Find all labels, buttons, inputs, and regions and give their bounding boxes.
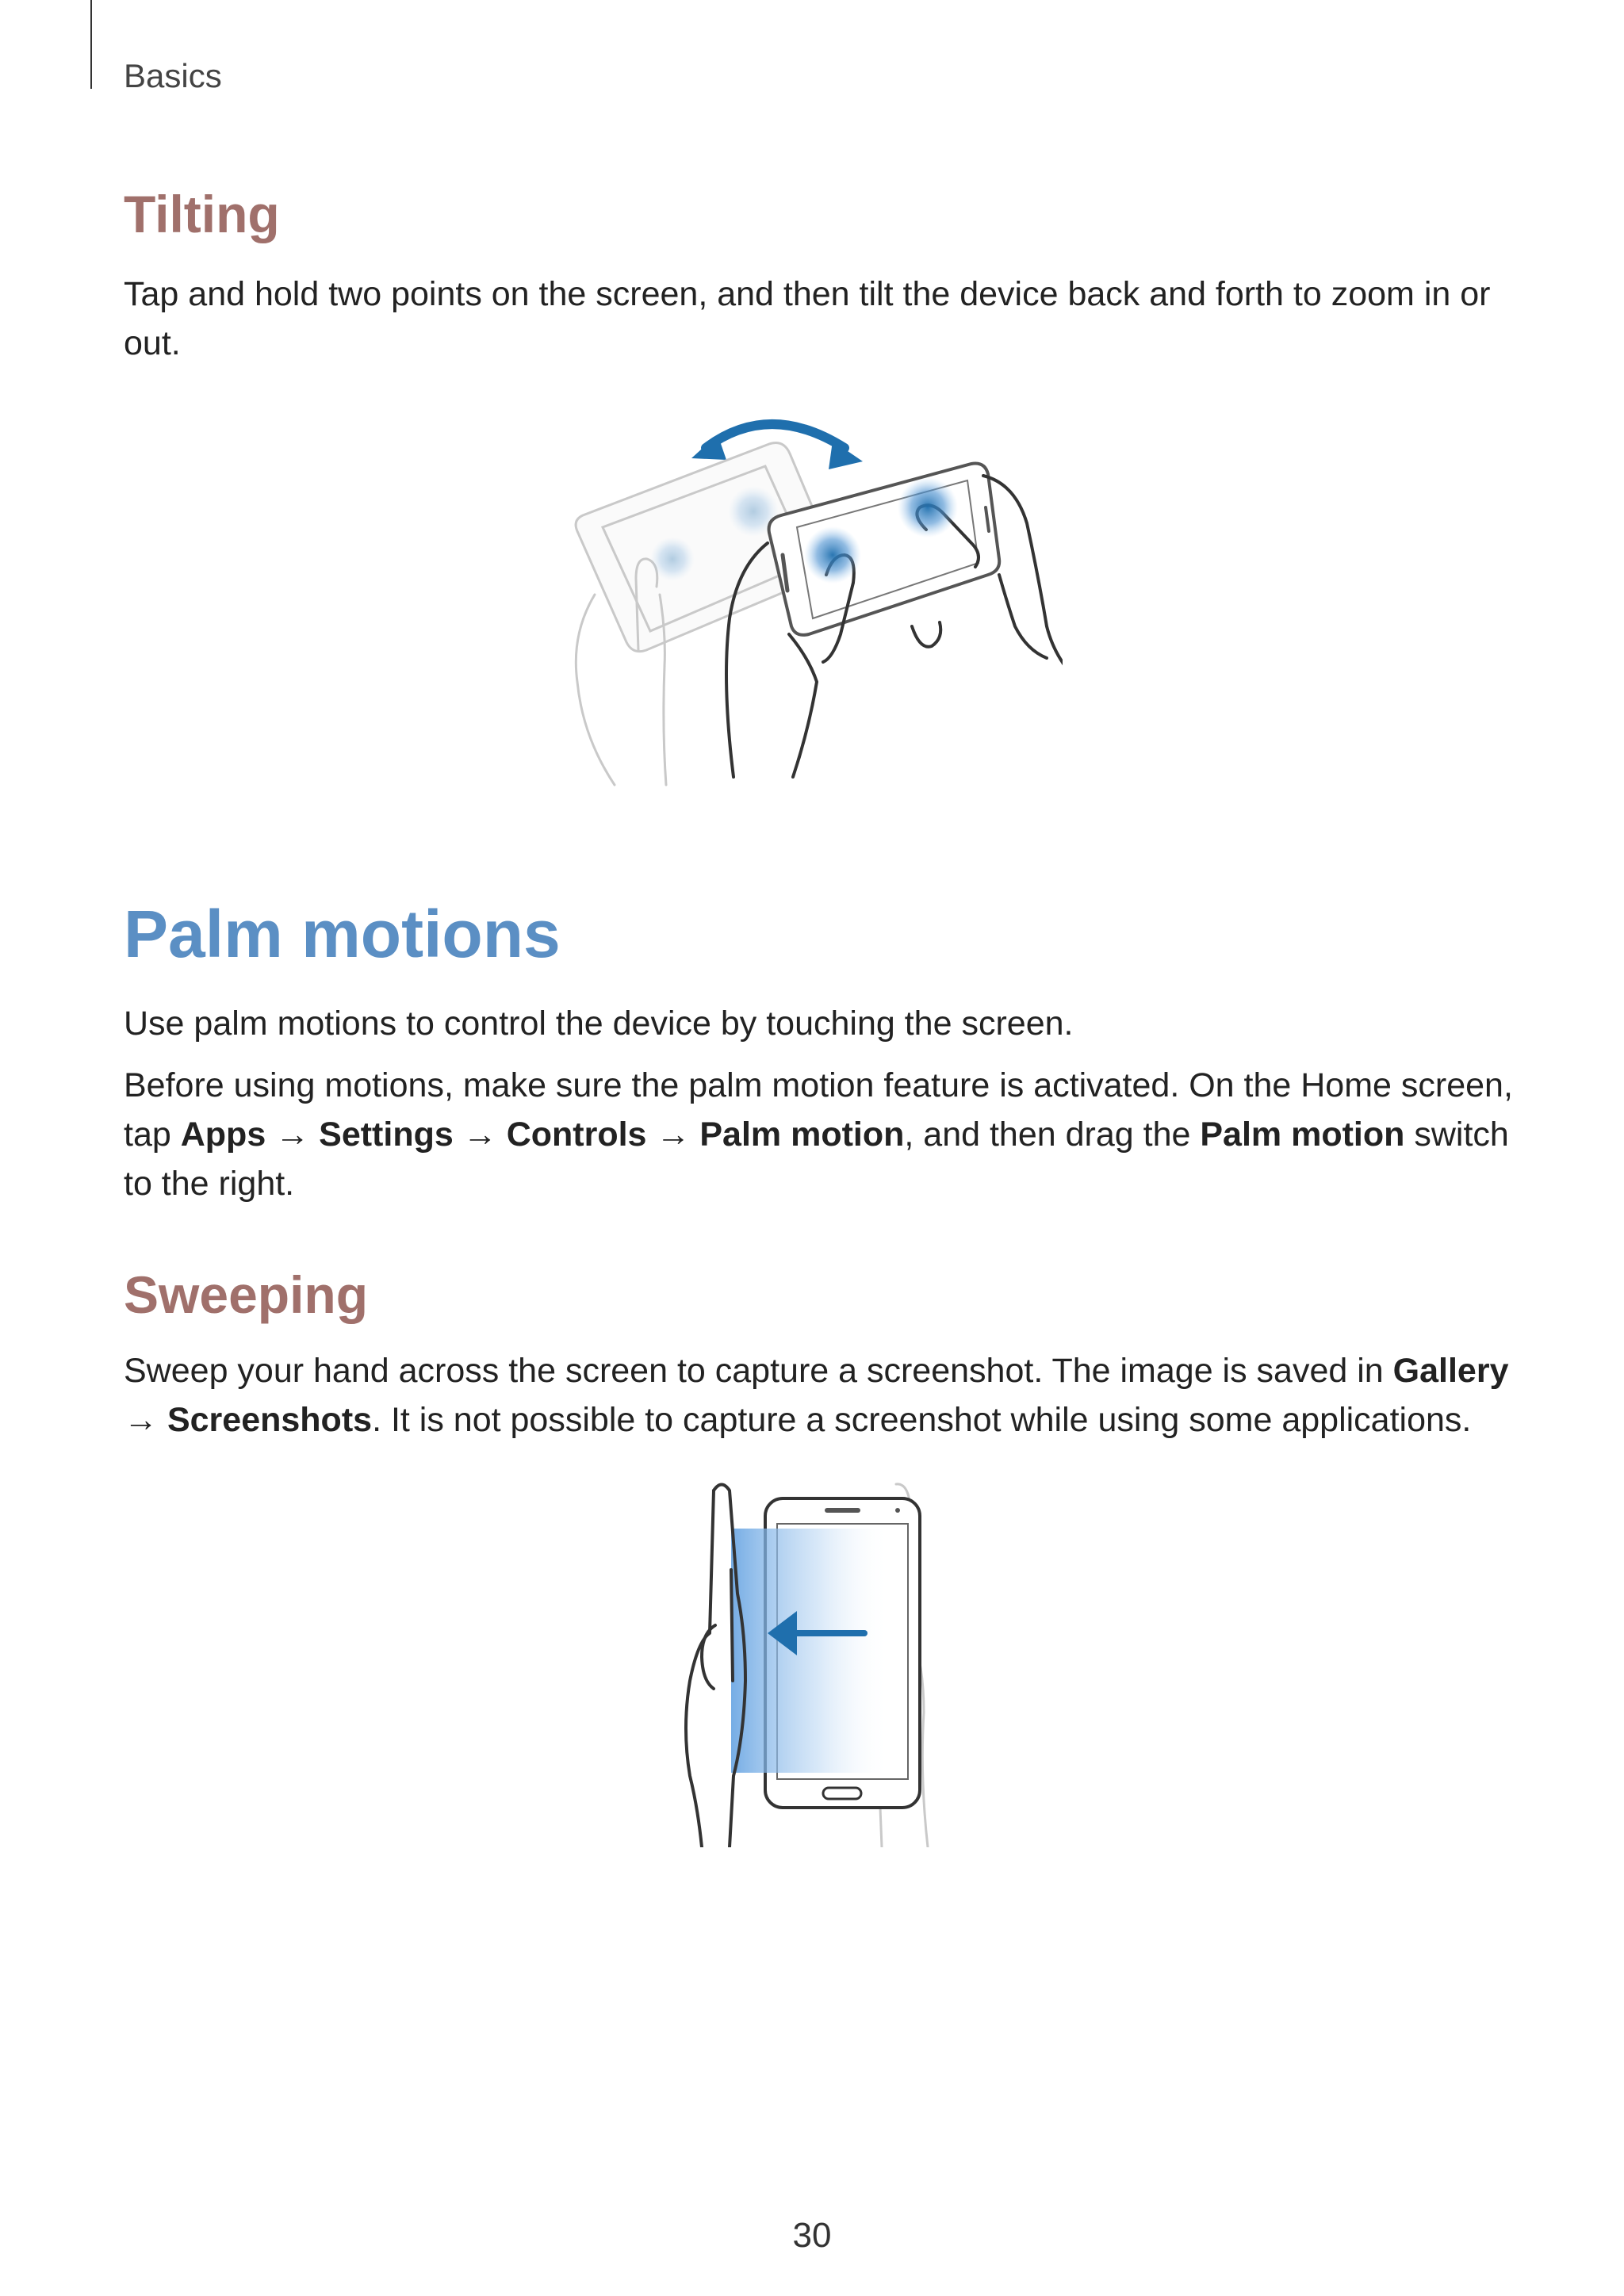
page-number: 30: [792, 2216, 832, 2255]
palm-motion-switch-label: Palm motion: [1200, 1115, 1405, 1154]
header-rule: [90, 0, 92, 89]
section-label: Basics: [124, 57, 222, 94]
sweeping-illustration: [666, 1475, 967, 1847]
settings-label: Settings: [319, 1115, 454, 1154]
apps-label: Apps: [180, 1115, 266, 1154]
palm-motions-instructions: Before using motions, make sure the palm motion feature is activated. On the Home screen, tap Apps → Settings → Controls → Palm motion, and then drag the Palm motion switch to the right.: [124, 1066, 1513, 1203]
palm-motion-label: Palm motion: [699, 1115, 905, 1154]
sweeping-heading: Sweeping: [124, 1265, 369, 1324]
touch-point-right: [898, 477, 958, 538]
palm-motions-heading: Palm motions: [124, 897, 561, 971]
sweep-highlight: [731, 1529, 890, 1773]
faded-touch-point: [650, 537, 695, 581]
touch-point-left: [804, 526, 861, 584]
screenshots-label: Screenshots: [167, 1401, 373, 1439]
sweeping-description: Sweep your hand across the screen to capture a screenshot. The image is saved in Gallery → Screenshots. It is not possible to capture a screenshot while using some applications.: [124, 1352, 1509, 1439]
tilting-illustration: [571, 396, 1063, 793]
tilting-heading: Tilting: [124, 185, 280, 243]
gallery-label: Gallery: [1392, 1352, 1509, 1390]
tilting-description: Tap and hold two points on the screen, and then tilt the device back and forth to zoom in or out.: [124, 275, 1491, 362]
palm-motions-intro: Use palm motions to control the device by touching the screen.: [124, 1004, 1074, 1043]
controls-label: Controls: [506, 1115, 647, 1154]
